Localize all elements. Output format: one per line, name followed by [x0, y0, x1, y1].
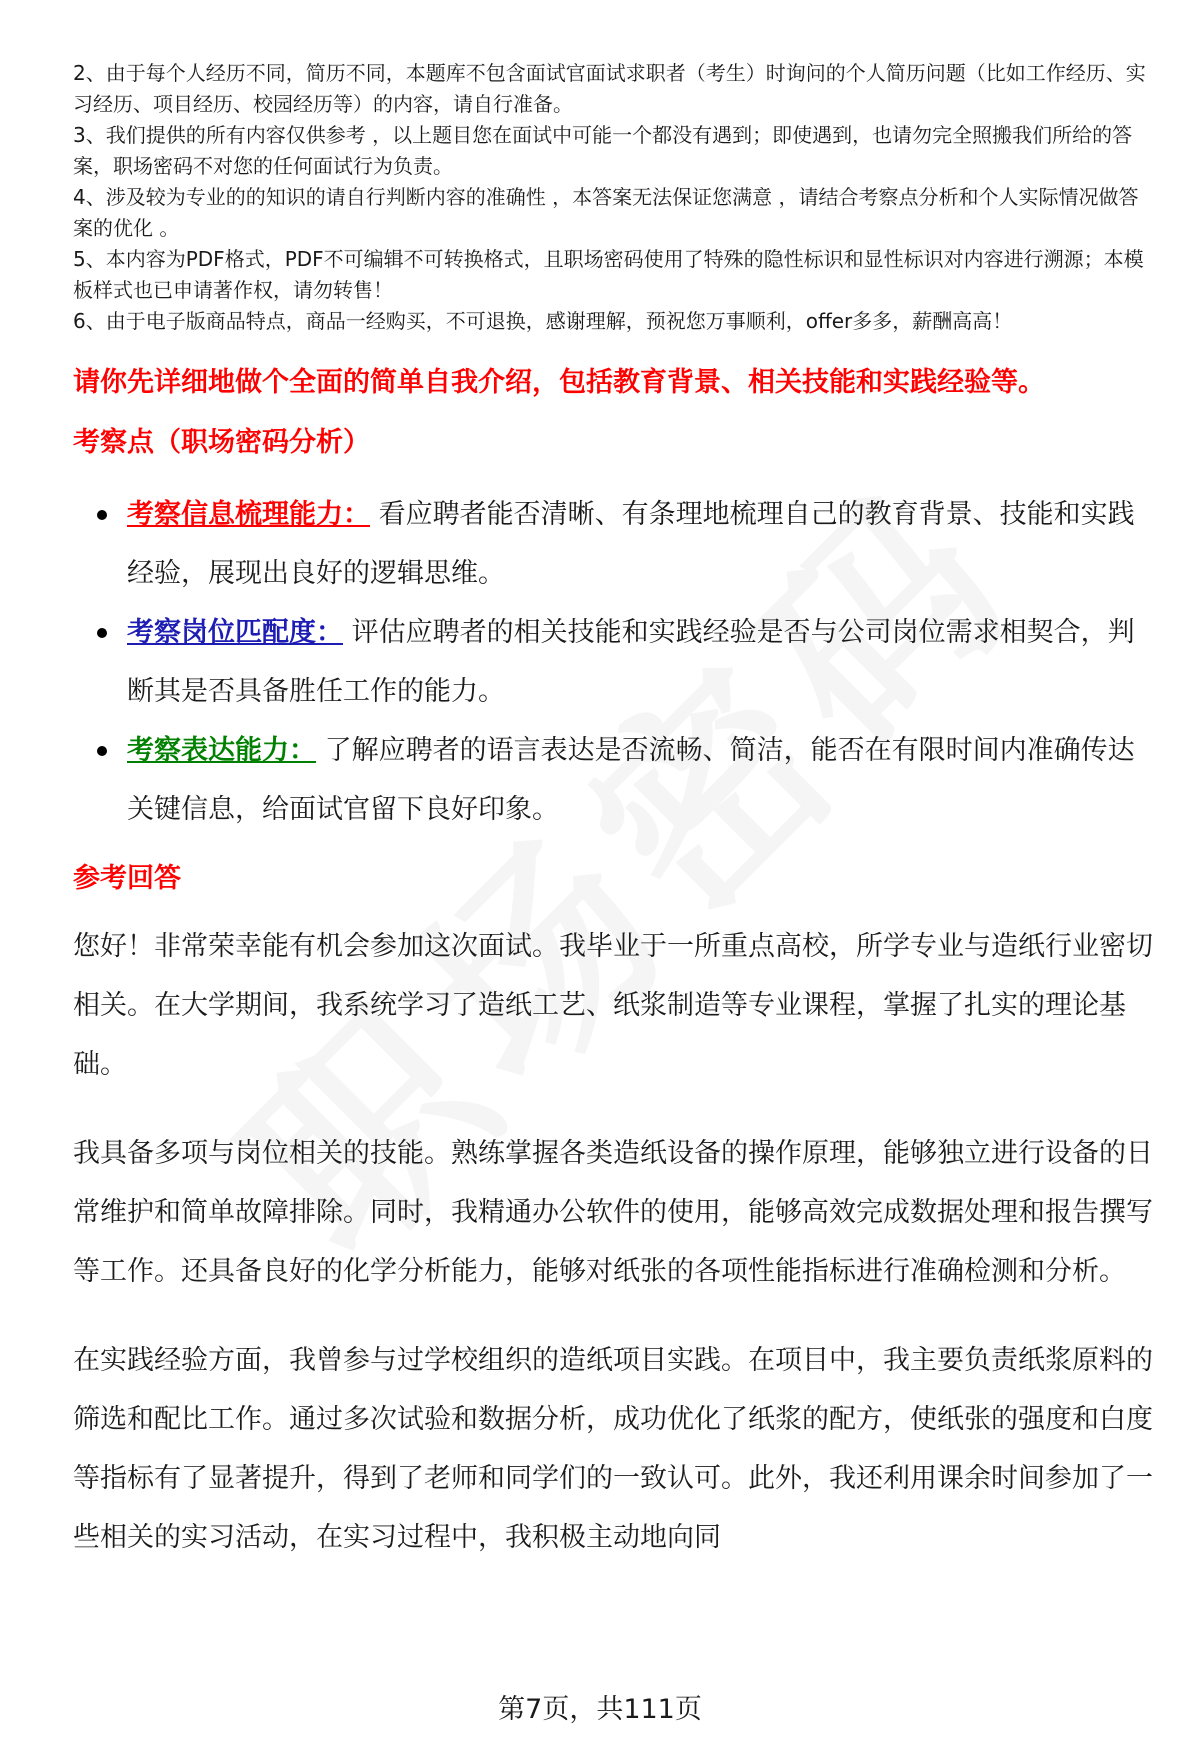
- point-key: 考察岗位匹配度：: [127, 617, 343, 648]
- answer-paragraph: 我具备多项与岗位相关的技能。熟练掌握各类造纸设备的操作原理，能够独立进行设备的日常维护和简单故障排除。同时，我精通办公软件的使用，能够高效完成数据处理和报告撰写等工作。还具备良好的化学分析能力，能够对纸张的各项性能指标进行准确检测和分析。: [73, 1138, 1153, 1287]
- analysis-heading: 考察点（职场密码分析）: [73, 427, 370, 458]
- note-item: 6、由于电子版商品特点，商品一经购买，不可退换，感谢理解，预祝您万事顺利，offer多多，薪酬高高！: [73, 309, 1013, 333]
- answer-paragraph: 您好！非常荣幸能有机会参加这次面试。我毕业于一所重点高校，所学专业与造纸行业密切相关。在大学期间，我系统学习了造纸工艺、纸浆制造等专业课程，掌握了扎实的理论基础。: [73, 931, 1153, 1080]
- note-item: 2、由于每个人经历不同，简历不同，本题库不包含面试官面试求职者（考生）时询问的个人简历问题（比如工作经历、实习经历、项目经历、校园经历等）的内容，请自行准备。: [73, 61, 1146, 116]
- analysis-point: [73, 485, 1153, 603]
- point-text: 看应聘者能否清晰、有条理地梳理自己的教育背景、技能和实践经验，展现出良好的逻辑思维。: [127, 499, 1135, 589]
- note-item: 5、本内容为PDF格式，PDF不可编辑不可转换格式，且职场密码使用了特殊的隐性标识和显性标识对内容进行溯源；本模板样式也已申请著作权，请勿转售！: [73, 247, 1144, 302]
- bullet-icon: [97, 746, 107, 756]
- bullet-icon: [97, 628, 107, 638]
- note-item: 3、我们提供的所有内容仅供参考 ，以上题目您在面试中可能一个都没有遇到；即使遇到，也请勿完全照搬我们所给的答案，职场密码不对您的任何面试行为负责。: [73, 123, 1133, 178]
- page-number: 第7页，共111页: [498, 1694, 702, 1725]
- document-page: [73, 58, 1153, 1567]
- point-text: 了解应聘者的语言表达是否流畅、简洁，能否在有限时间内准确传达关键信息，给面试官留下良好印象。: [127, 735, 1135, 825]
- answer-heading: 参考回答: [73, 863, 181, 894]
- question-heading: 请你先详细地做个全面的简单自我介绍，包括教育背景、相关技能和实践经验等。: [73, 367, 1045, 398]
- point-key: 考察表达能力：: [127, 735, 316, 766]
- analysis-point: [73, 721, 1153, 839]
- note-item: 4、涉及较为专业的的知识的请自行判断内容的准确性 ，本答案无法保证您满意 ，请结合考察点分析和个人实际情况做答案的优化 。: [73, 185, 1139, 240]
- point-text: 评估应聘者的相关技能和实践经验是否与公司岗位需求相契合，判断其是否具备胜任工作的能力。: [127, 617, 1135, 707]
- answer-body: [73, 917, 1153, 1567]
- analysis-points: [73, 485, 1153, 839]
- bullet-icon: [97, 510, 107, 520]
- answer-paragraph: 在实践经验方面，我曾参与过学校组织的造纸项目实践。在项目中，我主要负责纸浆原料的筛选和配比工作。通过多次试验和数据分析，成功优化了纸浆的配方，使纸张的强度和白度等指标有了显著提升，得到了老师和同学们的一致认可。此外，我还利用课余时间参加了一些相关的实习活动，在实习过程中，我积极主动地向同: [73, 1345, 1153, 1553]
- point-key: 考察信息梳理能力：: [127, 499, 370, 530]
- notes-list: [73, 58, 1153, 337]
- analysis-point: [73, 603, 1153, 721]
